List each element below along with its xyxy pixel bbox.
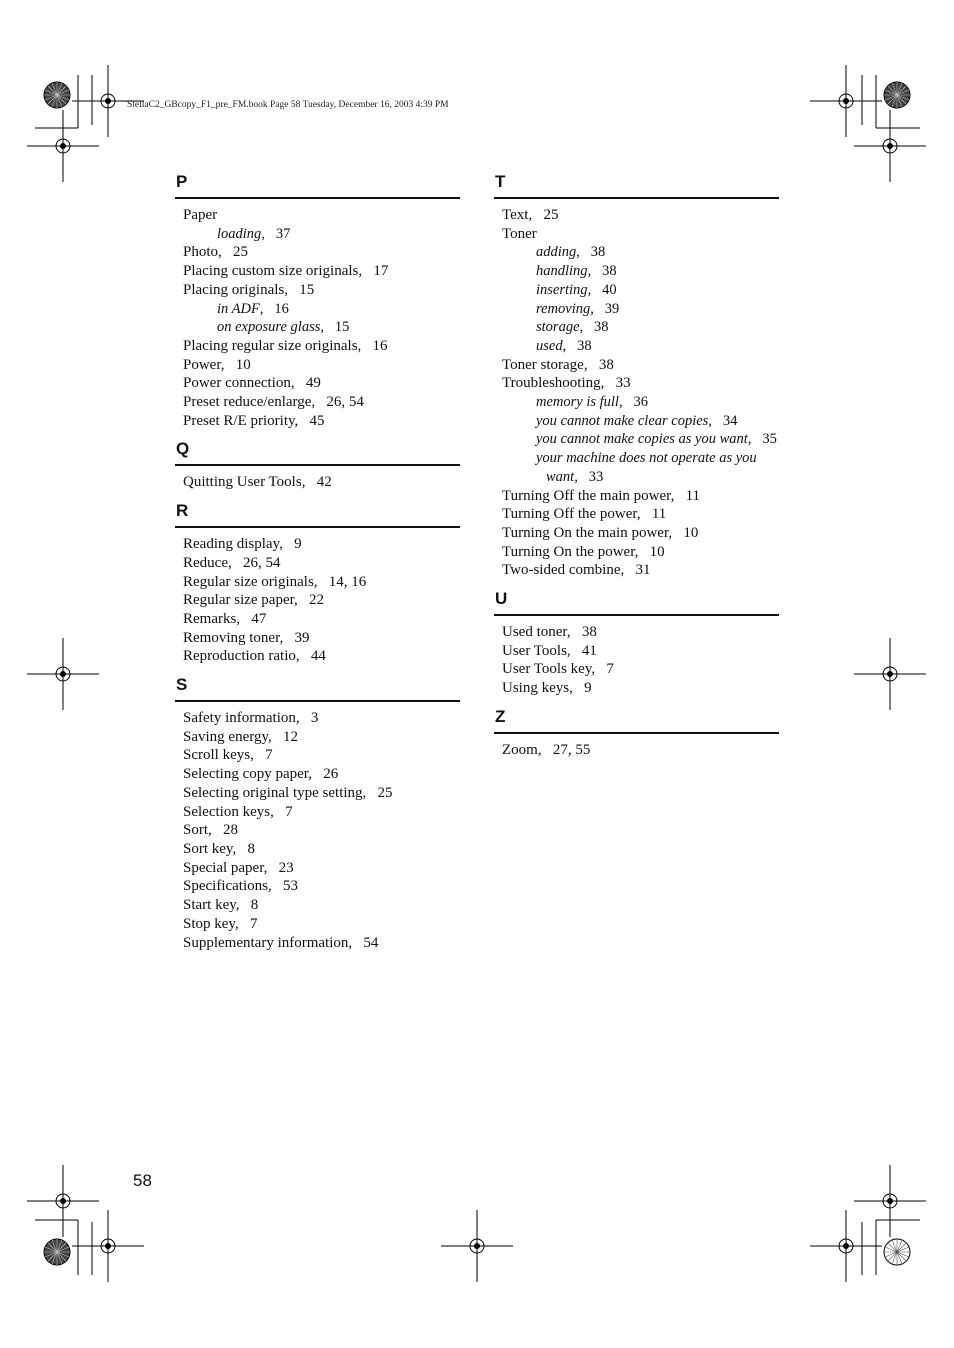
section-rule	[494, 732, 779, 734]
entry-term: adding	[536, 244, 577, 261]
index-entry: Start key, 8	[183, 897, 259, 914]
index-entry: Turning Off the power, 11	[502, 506, 667, 523]
entry-pages: 38	[598, 356, 614, 373]
index-entry: Preset reduce/enlarge, 26, 54	[183, 394, 364, 411]
index-entry: want, 33	[546, 468, 604, 485]
index-entry: Power, 10	[183, 356, 251, 373]
entry-term: Start key	[183, 897, 236, 914]
section-letter: P	[176, 172, 188, 191]
print-header: StellaC2_GBcopy_F1_pre_FM.book Page 58 Tuesday, December 16, 2003 4:39 PM	[127, 100, 449, 110]
index-entry: Text, 25	[502, 207, 559, 223]
section-letter: T	[495, 172, 506, 191]
entry-pages: 38	[594, 319, 609, 336]
index-entry: Saving energy, 12	[183, 728, 298, 745]
entry-pages: 33	[588, 468, 604, 485]
index-entry: loading, 37	[217, 225, 291, 242]
index-entry: used, 38	[536, 337, 592, 354]
entry-pages: 11	[651, 506, 667, 523]
entry-pages: 39	[294, 629, 310, 646]
entry-term: Turning On the main power	[502, 524, 669, 541]
entry-term: Regular size paper	[183, 592, 295, 609]
entry-pages: 11	[685, 487, 701, 504]
index-entry: Using keys, 9	[502, 680, 592, 697]
entry-term: Power connection	[183, 375, 291, 392]
index-entry: Placing originals, 15	[183, 281, 315, 298]
index-entry: User Tools, 41	[502, 642, 597, 659]
index-entry: Safety information, 3	[183, 710, 319, 727]
entry-pages: 7	[285, 803, 293, 820]
index-entry: Sort key, 8	[183, 840, 255, 857]
entry-pages: 7	[606, 661, 614, 678]
entry-term: Two-sided combine	[502, 562, 621, 579]
entry-term: Selecting copy paper	[183, 766, 309, 783]
entry-pages: 3	[310, 710, 319, 727]
index-entry: Turning On the power, 10	[502, 543, 665, 560]
entry-pages: 54	[363, 934, 379, 951]
entry-pages: 31	[635, 562, 651, 579]
entry-term: handling	[536, 263, 588, 280]
entry-term: Turning On the power	[502, 543, 635, 560]
entry-pages: 26, 54	[326, 394, 364, 411]
entry-pages: 10	[683, 524, 699, 541]
entry-term: inserting	[536, 281, 588, 298]
entry-term: used	[536, 337, 563, 354]
entry-term: Scroll keys	[183, 747, 251, 764]
entry-list	[175, 709, 460, 952]
entry-term: want	[546, 468, 575, 485]
entry-list	[494, 206, 779, 580]
index-entry: storage, 38	[536, 319, 609, 336]
index-entry: Selecting copy paper, 26	[183, 766, 339, 783]
index-section-s	[175, 675, 460, 952]
index-section-u	[494, 589, 779, 698]
entry-term: Using keys	[502, 680, 570, 697]
section-rule	[494, 197, 779, 199]
entry-pages: 38	[590, 244, 606, 261]
index-section-t	[494, 172, 779, 580]
entry-term: Photo	[183, 244, 219, 261]
entry-pages: 17	[373, 263, 389, 280]
entry-term: Reproduction ratio	[183, 648, 296, 665]
entry-pages: 26, 54	[242, 554, 281, 571]
index-entry: on exposure glass, 15	[217, 319, 350, 336]
index-entry: Used toner, 38	[502, 624, 597, 641]
index-entry: you cannot make copies as you want, 35	[536, 431, 777, 448]
index-entry: Photo, 25	[183, 244, 249, 261]
entry-term: Sort key	[183, 840, 233, 857]
entry-term: Selecting original type setting	[183, 784, 363, 801]
entry-term: Zoom	[502, 741, 538, 758]
index-entry: Turning Off the main power, 11	[502, 487, 701, 504]
entry-pages: 12	[282, 728, 298, 745]
entry-list	[175, 206, 460, 430]
index-entry	[183, 206, 460, 225]
index-entry: removing, 39	[536, 300, 620, 317]
entry-pages: 7	[265, 747, 273, 764]
entry-pages: 42	[316, 474, 332, 491]
entry-term: your machine does not operate as you	[536, 450, 757, 467]
entry-term: Turning Off the power	[502, 506, 637, 523]
index-entry: memory is full, 36	[536, 394, 648, 411]
entry-term: Paper	[183, 207, 218, 223]
section-rule	[175, 464, 460, 466]
entry-pages: 15	[299, 281, 315, 298]
entry-pages: 44	[310, 648, 326, 665]
index-entry: Specifications, 53	[183, 878, 298, 895]
entry-list	[494, 623, 779, 698]
entry-pages: 9	[294, 536, 302, 553]
entry-pages: 10	[235, 356, 251, 373]
index-entry: Reduce, 26, 54	[183, 554, 281, 571]
entry-term: Placing regular size originals	[183, 337, 358, 354]
entry-pages: 45	[309, 412, 325, 429]
entry-term: you cannot make copies as you want	[536, 431, 748, 448]
entry-term: Stop key	[183, 915, 235, 932]
index-entry: Placing regular size originals, 16	[183, 337, 388, 354]
entry-pages: 34	[722, 412, 738, 429]
entry-term: Sort	[183, 822, 209, 839]
entry-term: Saving energy	[183, 728, 268, 745]
entry-pages: 10	[649, 543, 665, 560]
entry-term: Troubleshooting	[502, 375, 601, 392]
index-entry: Reproduction ratio, 44	[183, 648, 326, 665]
entry-term: Supplementary information	[183, 934, 349, 951]
entry-list	[175, 473, 460, 492]
entry-term: Regular size originals	[183, 573, 314, 590]
index-entry: Placing custom size originals, 17	[183, 263, 389, 280]
entry-term: Removing toner	[183, 629, 280, 646]
entry-pages: 40	[602, 281, 617, 298]
index-entry: adding, 38	[536, 244, 606, 261]
index-entry: Quitting User Tools, 42	[183, 474, 332, 491]
index-section-r	[175, 501, 460, 666]
index-entry: Selecting original type setting, 25	[183, 784, 393, 801]
section-rule	[175, 700, 460, 702]
entry-term: User Tools key	[502, 661, 592, 678]
entry-list	[175, 535, 460, 666]
entry-term: removing	[536, 300, 591, 317]
index-entry: User Tools key, 7	[502, 661, 614, 678]
entry-pages: 36	[633, 394, 648, 411]
entry-pages: 41	[581, 642, 597, 659]
entry-term: Power	[183, 356, 221, 373]
section-letter: Z	[495, 706, 506, 726]
index-entry: Special paper, 23	[183, 859, 294, 876]
entry-pages: 25	[377, 784, 393, 801]
section-rule	[175, 526, 460, 528]
entry-term: Turning Off the main power	[502, 487, 671, 504]
index-entry	[502, 225, 779, 244]
section-letter: S	[176, 675, 188, 695]
entry-term: Selection keys	[183, 803, 271, 820]
entry-term: Special paper	[183, 859, 264, 876]
index-section-z	[494, 707, 779, 760]
entry-pages: 53	[282, 878, 298, 895]
entry-term: Remarks	[183, 610, 237, 627]
entry-term: Specifications	[183, 878, 268, 895]
entry-pages: 7	[249, 915, 258, 932]
index-entry: Sort, 28	[183, 822, 239, 839]
entry-pages: 33	[615, 375, 631, 392]
entry-term: on exposure glass	[217, 319, 321, 336]
section-letter: R	[176, 501, 189, 521]
index-entry	[502, 449, 779, 468]
index-entry: Two-sided combine, 31	[502, 562, 651, 579]
entry-term: Placing originals	[183, 281, 285, 298]
entry-pages: 15	[334, 319, 350, 336]
index-entry: Stop key, 7	[183, 915, 258, 932]
entry-term: in ADF	[217, 300, 260, 317]
entry-pages: 8	[250, 897, 259, 914]
index-entry: Toner storage, 38	[502, 356, 614, 373]
entry-pages: 25	[543, 207, 559, 223]
entry-pages: 39	[604, 300, 620, 317]
section-rule	[175, 197, 460, 199]
index-entry: Removing toner, 39	[183, 629, 310, 646]
index-entry: Regular size originals, 14, 16	[183, 573, 367, 590]
entry-term: Preset reduce/enlarge	[183, 394, 312, 411]
entry-term: Toner storage	[502, 356, 584, 373]
entry-pages: 38	[577, 337, 592, 354]
index-entry: Selection keys, 7	[183, 803, 293, 820]
entry-pages: 35	[762, 431, 777, 448]
index-entry: Regular size paper, 22	[183, 592, 325, 609]
index-entry: in ADF, 16	[217, 300, 289, 317]
index-entry: Preset R/E priority, 45	[183, 412, 325, 429]
index-entry: Power connection, 49	[183, 375, 321, 392]
entry-term: Reading display	[183, 536, 280, 553]
entry-pages: 37	[275, 225, 291, 242]
entry-pages: 16	[274, 300, 289, 317]
index-entry: Supplementary information, 54	[183, 934, 379, 951]
entry-pages: 38	[602, 263, 617, 280]
entry-pages: 26	[323, 766, 339, 783]
entry-pages: 16	[372, 337, 388, 354]
index-section-p	[175, 172, 460, 430]
section-letter: U	[495, 589, 508, 609]
entry-pages: 47	[251, 610, 267, 627]
section-letter: Q	[176, 439, 190, 459]
entry-term: memory is full	[536, 394, 619, 411]
index-entry: Turning On the main power, 10	[502, 524, 699, 541]
index-section-q	[175, 439, 460, 492]
entry-term: loading	[217, 225, 262, 242]
entry-term: storage	[536, 319, 580, 336]
entry-pages: 25	[233, 244, 249, 261]
entry-pages: 49	[305, 375, 321, 392]
entry-pages: 22	[309, 592, 325, 609]
page-number: 58	[133, 1171, 152, 1190]
entry-term: Toner	[502, 225, 537, 242]
entry-term: you cannot make clear copies	[536, 412, 709, 429]
index-entry: Zoom, 27, 55	[502, 741, 591, 758]
index-entry: handling, 38	[536, 263, 617, 280]
index-entry: Remarks, 47	[183, 610, 267, 627]
entry-pages: 27, 55	[552, 741, 591, 758]
entry-term: Safety information	[183, 710, 296, 727]
index-entry: Reading display, 9	[183, 536, 302, 553]
entry-pages: 38	[581, 624, 597, 641]
entry-pages: 8	[247, 840, 255, 857]
section-rule	[494, 614, 779, 616]
entry-term: Placing custom size originals	[183, 263, 359, 280]
index-entry: you cannot make clear copies, 34	[536, 412, 738, 429]
entry-pages: 28	[223, 822, 239, 839]
entry-pages: 14, 16	[328, 573, 367, 590]
entry-term: Preset R/E priority	[183, 412, 295, 429]
entry-term: Quitting User Tools	[183, 474, 302, 491]
entry-term: Used toner	[502, 624, 567, 641]
entry-pages: 23	[278, 859, 294, 876]
entry-term: Text	[502, 207, 529, 223]
index-entry: inserting, 40	[536, 281, 617, 298]
entry-term: Reduce	[183, 554, 228, 571]
entry-pages: 9	[584, 680, 592, 697]
entry-list	[494, 741, 779, 760]
entry-term: User Tools	[502, 642, 567, 659]
index-column-right	[494, 172, 779, 769]
index-entry: Scroll keys, 7	[183, 747, 273, 764]
index-entry: Troubleshooting, 33	[502, 375, 631, 392]
index-column-left	[175, 172, 460, 961]
